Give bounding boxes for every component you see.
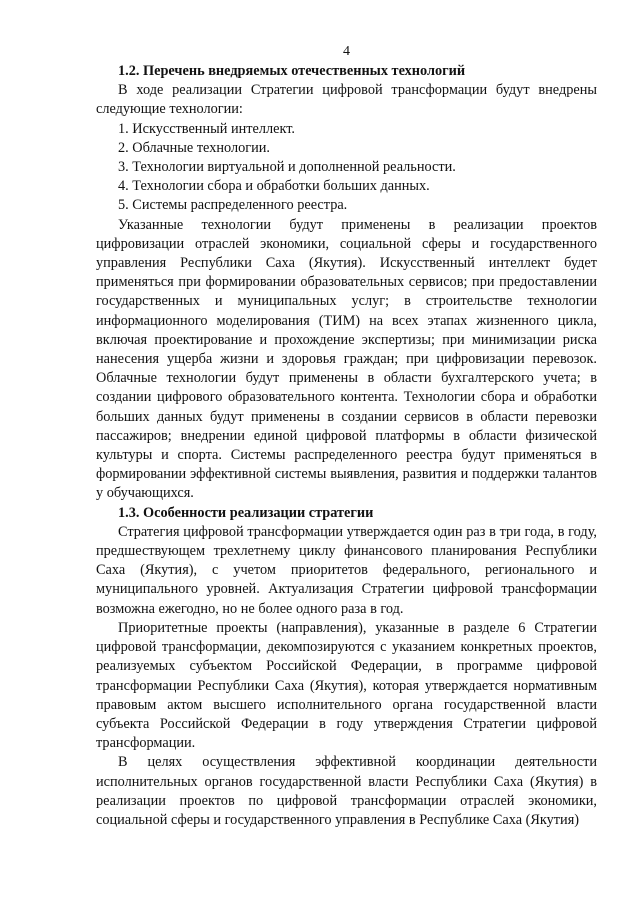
page-content bbox=[96, 62, 597, 830]
technology-list-item: 5. Системы распределенного реестра. bbox=[118, 197, 348, 214]
section-1-2-paragraph: Указанные технологии будут применены в реализации проектов цифровизации отраслей экономики, социальной сферы и государственного управления Республики Саха (Якутия). Искусственный интеллект будет применяться при формировании образовательных сервисов; при предоставлении государственных и муниципальных услуг; в строительстве технологии информационного моделирования (ТИМ) на всех этапах жизненного цикла, включая проектирование и прохождение экспертизы; при минимизации риска нанесения ущерба жизни и здоровья граждан; при цифровизации перевозок. Облачные технологии будут применены в области бухгалтерского учета; в создании цифрового образовательного контента. Технологии сбора и обработки больших данных будут применены в создании сервисов в области перевозки пассажиров; внедрении единой цифровой платформы в области физической культуры и спорта. Системы распределенного реестра будут применяться в формировании эффективной системы выявления, развития и поддержки талантов у обучающихся. bbox=[96, 216, 597, 502]
section-1-3-paragraph: Приоритетные проекты (направления), указанные в разделе 6 Стратегии цифровой трансформации, декомпозируются с указанием конкретных проектов, реализуемых субъектом Российской Федерации, в программе цифровой трансформации Республики Саха (Якутия), которая утверждается нормативным правовым актом высшего исполнительного органа государственной власти субъекта Российской Федерации в году утверждения Стратегии цифровой трансформации. bbox=[96, 619, 597, 752]
section-1-2-heading: 1.2. Перечень внедряемых отечественных технологий bbox=[118, 63, 466, 79]
section-1-3-heading: 1.3. Особенности реализации стратегии bbox=[118, 504, 374, 521]
section-1-3-paragraph: Стратегия цифровой трансформации утверждается один раз в три года, в году, предшествующем трехлетнему циклу финансового планирования Республики Саха (Якутия), с учетом приоритетов федерального, регионального и муниципального уровней. Актуализация Стратегии цифровой трансформации возможна ежегодно, но не более одного раза в год. bbox=[96, 523, 597, 617]
technology-list-item: 2. Облачные технологии. bbox=[118, 139, 271, 156]
section-1-3-paragraph: В целях осуществления эффективной координации деятельности исполнительных органов государственной власти Республики Саха (Якутия) в реализации проектов по цифровой трансформации отраслей экономики, социальной сферы и государственного управления в Республике Саха (Якутия) bbox=[96, 754, 597, 828]
section-1-2-intro: В ходе реализации Стратегии цифровой трансформации будут внедрены следующие технологии: bbox=[96, 82, 597, 118]
technology-list-item: 1. Искусственный интеллект. bbox=[118, 120, 295, 137]
technology-list-item: 3. Технологии виртуальной и дополненной реальности. bbox=[118, 159, 456, 176]
technology-list-item: 4. Технологии сбора и обработки больших данных. bbox=[118, 178, 430, 195]
page-number: 4 bbox=[343, 44, 350, 59]
